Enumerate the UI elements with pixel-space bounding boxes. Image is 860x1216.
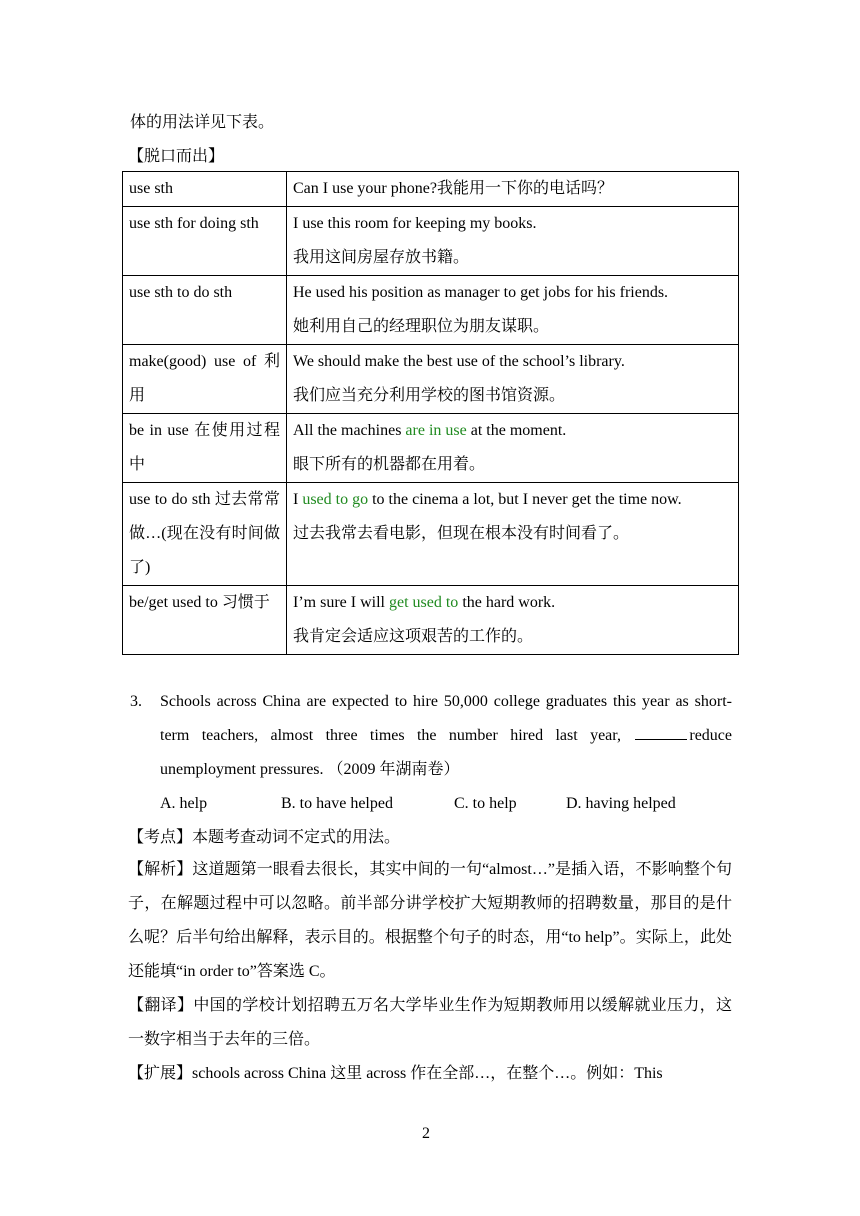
usage-example (287, 276, 739, 345)
page-number: 2 (422, 1125, 430, 1142)
option-c: C. to help (454, 795, 517, 812)
fanyi-paragraph: 【翻译】中国的学校计划招聘五万名大学毕业生作为短期教师用以缓解就业压力，这一数字相当于去年的三倍。 (128, 997, 732, 1048)
kaodian-line: 【考点】本题考查动词不定式的用法。 (128, 829, 401, 846)
example-line (293, 241, 732, 275)
usage-term: use sth to do sth (123, 276, 287, 345)
usage-term: use sth (123, 172, 287, 207)
question-source: （2009 年湖南卷） (327, 761, 460, 778)
usage-example (287, 586, 739, 655)
usage-term: be in use 在使用过程中 (123, 414, 287, 483)
usage-term: use to do sth 过去常常做…(现在没有时间做了) (123, 483, 287, 586)
example-line (293, 276, 732, 310)
example-text: Can I use your phone?我能用一下你的电话吗？ (293, 180, 613, 197)
usage-example (287, 483, 739, 586)
answer-blank (635, 723, 687, 740)
question-number: 3. (130, 693, 142, 710)
question-text-before: Schools across China are expected to hire 50,000 college graduates this year as short-term teachers, almost three times the number hired last year, (160, 693, 732, 744)
example-text: at the moment. (466, 422, 567, 439)
section-heading: 【脱口而出】 (128, 148, 225, 165)
example-text: 我肯定会适应这项艰苦的工作的。 (293, 628, 534, 645)
example-line (293, 448, 732, 482)
question-text-after: reduce unemployment pressures. (160, 727, 733, 778)
option-b: B. to have helped (281, 795, 393, 812)
example-text: I’m sure I will (293, 594, 389, 611)
example-line (293, 517, 732, 551)
table-row (123, 172, 739, 207)
usage-term: use sth for doing sth (123, 207, 287, 276)
table-row (123, 276, 739, 345)
example-line (293, 172, 732, 206)
example-text: 眼下所有的机器都在用着。 (293, 456, 486, 473)
usage-example (287, 345, 739, 414)
table-row (123, 586, 739, 655)
example-text: 过去我常去看电影，但现在根本没有时间看了。 (293, 525, 630, 542)
intro-line: 体的用法详见下表。 (130, 114, 275, 131)
highlighted-phrase: get used to (388, 594, 459, 611)
table-row (123, 414, 739, 483)
example-text: I (293, 491, 303, 508)
example-line (293, 414, 732, 448)
usage-example (287, 172, 739, 207)
highlighted-phrase: used to go (302, 491, 369, 508)
example-line (293, 586, 732, 620)
example-text: I use this room for keeping my books. (293, 215, 537, 232)
example-line (293, 379, 732, 413)
usage-example (287, 414, 739, 483)
jiexi-paragraph: 【解析】这道题第一眼看去很长，其实中间的一句“almost…”是插入语，不影响整个句子，在解题过程中可以忽略。前半部分讲学校扩大短期教师的招聘数量，那目的是什么呢？后半句给出解释，表示目的。根据整个句子的时态，用“to help”。实际上，此处还能填“in order to”答案选 C。 (128, 861, 732, 980)
example-text: to the cinema a lot, but I never get the time now. (368, 491, 682, 508)
kuozhan-line: 【扩展】schools across China 这里 across 作在全部…，在整个…。例如：This (128, 1065, 663, 1082)
usage-table (122, 171, 739, 655)
question-text (160, 685, 732, 787)
usage-example (287, 207, 739, 276)
highlighted-phrase: are in use (405, 422, 467, 439)
table-row (123, 207, 739, 276)
option-a: A. help (160, 795, 208, 812)
example-line (293, 345, 732, 379)
example-text: 我用这间房屋存放书籍。 (293, 249, 470, 266)
table-row (123, 483, 739, 586)
example-text: the hard work. (458, 594, 556, 611)
example-text: 她利用自己的经理职位为朋友谋职。 (293, 318, 550, 335)
example-text: All the machines (293, 422, 406, 439)
example-text: We should make the best use of the school’s library. (293, 353, 625, 370)
example-line (293, 207, 732, 241)
table-row (123, 345, 739, 414)
example-line (293, 620, 732, 654)
usage-term: make(good) use of 利用 (123, 345, 287, 414)
example-text: 我们应当充分利用学校的图书馆资源。 (293, 387, 566, 404)
usage-term: be/get used to 习惯于 (123, 586, 287, 655)
option-d: D. having helped (566, 795, 676, 812)
example-line (293, 483, 732, 517)
example-line (293, 310, 732, 344)
example-text: He used his position as manager to get jobs for his friends. (293, 284, 669, 301)
